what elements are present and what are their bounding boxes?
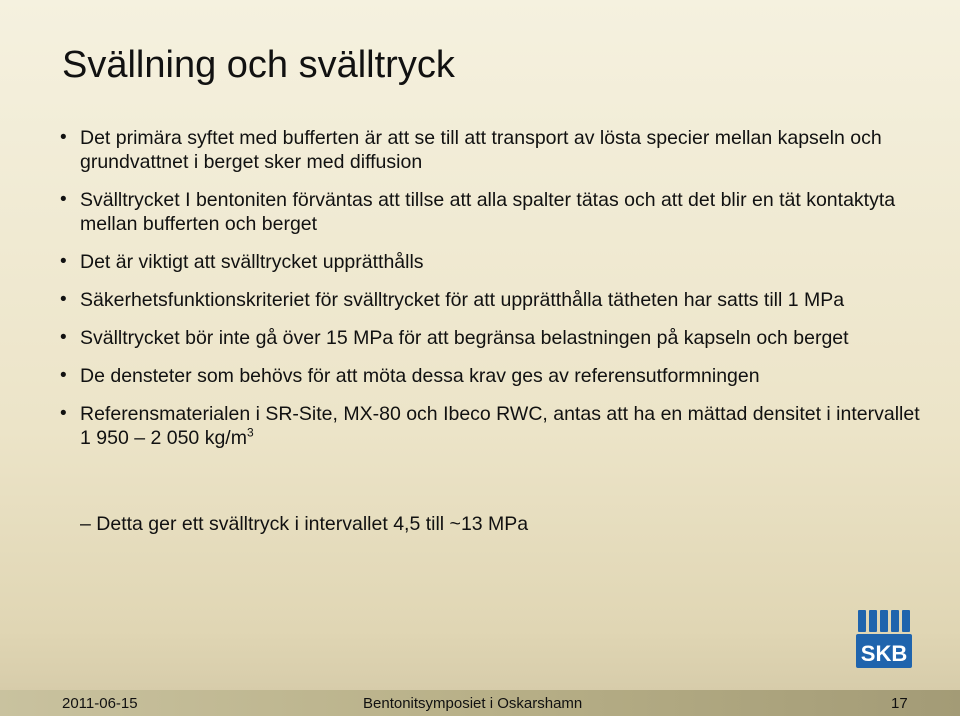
footer-date: 2011-06-15 — [62, 695, 138, 712]
slide-title: Svällning och svälltryck — [62, 44, 455, 86]
skb-logo — [856, 610, 912, 670]
superscript: 3 — [246, 425, 254, 440]
sub-bullet: – Detta ger ett svälltryck i intervallet 4,5 till ~13 MPa — [80, 513, 529, 535]
bullet-list — [60, 126, 920, 464]
bullet-item: • Svälltrycket I bentoniten förväntas att tillse att alla spalter tätas och att det blir en tät kontaktyta mellan bufferten och berget — [60, 188, 920, 236]
footer-event: Bentonitsymposiet i Oskarshamn — [363, 695, 583, 712]
footer-bar — [0, 690, 960, 716]
bullet-item: • Det är viktigt att svälltrycket upprätthålls — [60, 250, 920, 274]
bullet-item: • De densteter som behövs för att möta dessa krav ges av referensutformningen — [60, 364, 920, 388]
logo-text: SKB — [860, 641, 908, 666]
page-number: 17 — [891, 695, 908, 712]
bullet-item: • Säkerhetsfunktionskriteriet för svälltrycket för att upprätthålla tätheten har satts till 1 MPa — [60, 288, 920, 312]
bullet-item: • Referensmaterialen i SR-Site, MX-80 och Ibeco RWC, antas att ha en mättad densitet i intervallet 1 950 – 2 050 $kg/m^3$ — [60, 402, 920, 450]
bullet-item: • Det primära syftet med bufferten är att se till att transport av lösta specier mellan kapseln och grundvattnet i berget sker med diffusion — [60, 126, 920, 174]
bullet-item: • Svälltrycket bör inte gå över 15 MPa för att begränsa belastningen på kapseln och berget — [60, 326, 920, 350]
